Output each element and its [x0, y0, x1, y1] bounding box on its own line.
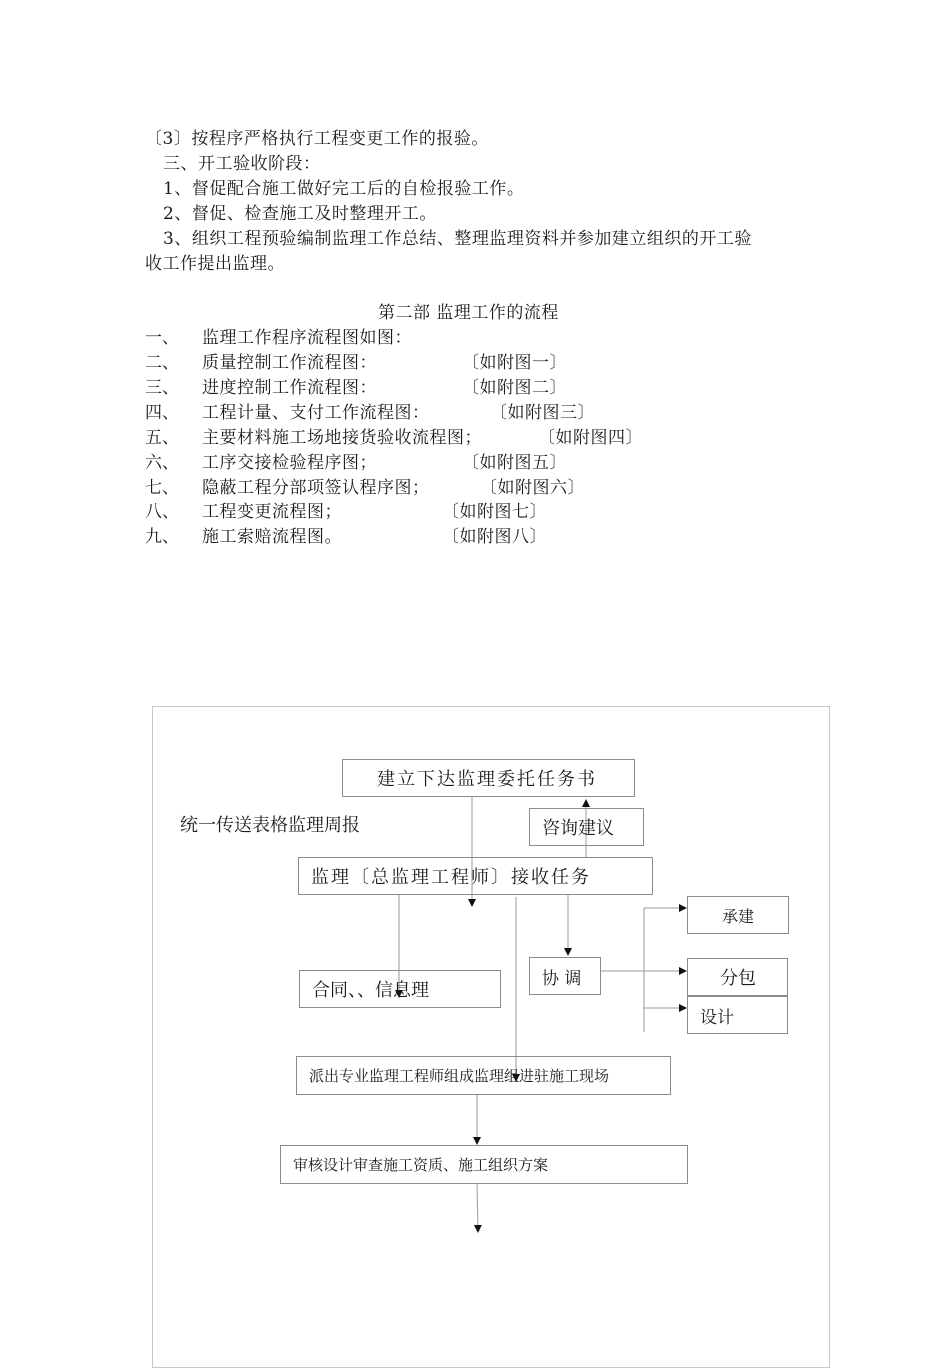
toc-item-number: 九、: [145, 527, 179, 547]
node-review: [280, 1145, 688, 1184]
toc-item-number: 七、: [145, 478, 179, 498]
paragraph-line: 三、开工验收阶段：: [163, 154, 321, 174]
toc-item-ref: 〔如附图五〕: [462, 453, 567, 473]
toc-item-text: 进度控制工作流程图：: [202, 378, 377, 398]
node-commission: [342, 759, 635, 797]
node-dispatch-label: 派出专业监理工程师组成监理组进驻施工现场: [309, 1067, 610, 1085]
toc-item-number: 五、: [145, 428, 179, 448]
toc-item-ref: 〔如附图一〕: [462, 353, 567, 373]
toc-item-number: 三、: [145, 378, 179, 398]
paragraph-line: 2、督促、检查施工及时整理开工。: [163, 204, 437, 224]
toc-item-text: 施工索赔流程图。: [202, 527, 342, 547]
paragraph-line: 收工作提出监理。: [145, 254, 285, 274]
paragraph-line: 3、组织工程预验编制监理工作总结、整理监理资料并参加建立组织的开工验: [163, 229, 752, 249]
paragraph-line: 〔3〕按程序严格执行工程变更工作的报验。: [145, 129, 489, 149]
toc-item-number: 二、: [145, 353, 179, 373]
node-contractor-label: 承建: [722, 906, 755, 926]
toc-item-ref: 〔如附图六〕: [480, 478, 585, 498]
toc-item-text: 监理工作程序流程图如图：: [202, 328, 412, 348]
node-receive-task: [298, 857, 653, 895]
toc-item-number: 四、: [145, 403, 179, 423]
node-consult: [529, 808, 644, 846]
node-subcontract-label: 分包: [720, 968, 756, 989]
toc-item-text: 质量控制工作流程图：: [202, 353, 377, 373]
toc-item-text: 隐蔽工程分部项签认程序图；: [202, 478, 430, 498]
node-subcontract: [687, 958, 788, 996]
node-coordinate-label: 协 调: [542, 968, 582, 989]
node-contractor: [687, 896, 789, 934]
toc-item-number: 六、: [145, 453, 179, 473]
node-consult-label: 咨询建议: [542, 818, 614, 839]
node-design: [687, 996, 788, 1034]
node-receive-task-label: 监理〔总监理工程师〕接收任务: [311, 867, 591, 888]
toc-item-number: 一、: [145, 328, 179, 348]
toc-item-number: 八、: [145, 502, 179, 522]
toc-item-ref: 〔如附图四〕: [538, 428, 643, 448]
toc-item-ref: 〔如附图八〕: [442, 527, 547, 547]
node-commission-label: 建立下达监理委托任务书: [377, 769, 597, 790]
section-title: 第二部 监理工作的流程: [378, 303, 559, 323]
node-review-label: 审核设计审查施工资质、施工组织方案: [293, 1156, 549, 1174]
toc-item-ref: 〔如附图三〕: [490, 403, 595, 423]
toc-item-text: 工程计量、支付工作流程图：: [202, 403, 430, 423]
paragraph-line: 1、督促配合施工做好完工后的自检报验工作。: [163, 179, 525, 199]
toc-item-text: 工程变更流程图；: [202, 502, 342, 522]
toc-item-ref: 〔如附图七〕: [442, 502, 547, 522]
toc-item-text: 主要材料施工场地接货验收流程图；: [202, 428, 482, 448]
node-dispatch: [296, 1056, 671, 1095]
node-coordinate: [529, 957, 601, 995]
label-weekly-report: 统一传送表格监理周报: [180, 815, 360, 836]
toc-item-ref: 〔如附图二〕: [462, 378, 567, 398]
toc-item-text: 工序交接检验程序图；: [202, 453, 377, 473]
node-contract-info-label: 合同、、信息理: [312, 980, 429, 1001]
node-contract-info: [299, 970, 501, 1008]
connector-arrow: [477, 1184, 478, 1232]
node-design-label: 设计: [700, 1007, 734, 1028]
